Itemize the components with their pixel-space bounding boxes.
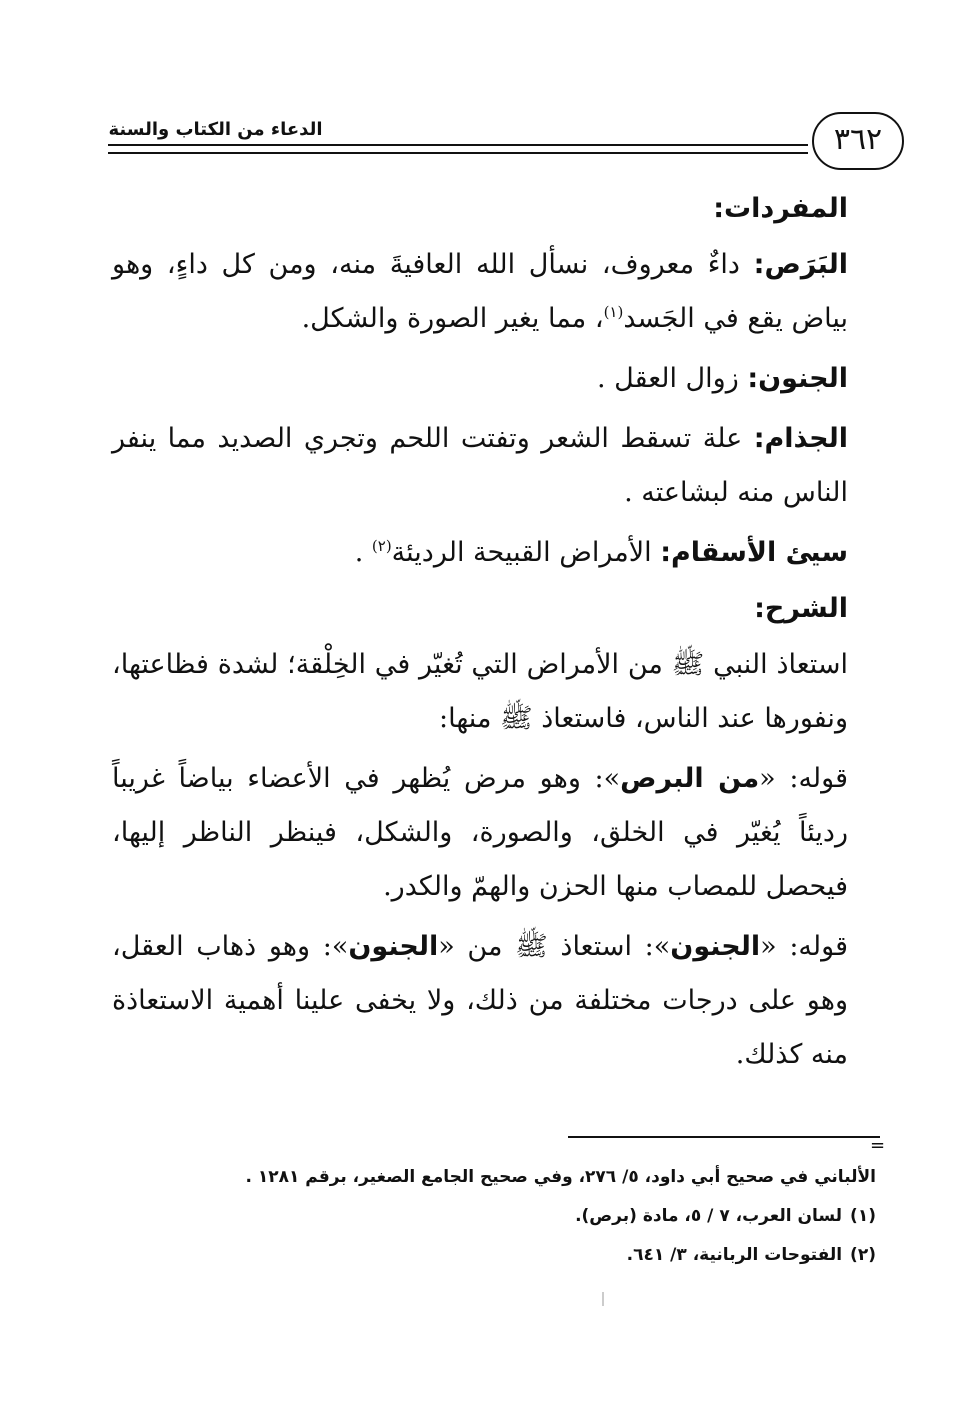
quoted-term: الجنون bbox=[670, 931, 761, 962]
explanation-baras bbox=[112, 752, 848, 914]
vocab-definition: الأمراض القبيحة الرديئة bbox=[391, 537, 661, 568]
footnote-ref: (١) bbox=[603, 303, 624, 321]
explanation-mid: »: استعاذ ﷺ من « bbox=[438, 931, 671, 962]
explanation-heading: الشرح: bbox=[754, 593, 848, 624]
explanation-text: »: وهو مرض يُظهر في الأعضاء بياضاً غريباً رديئاً يُغيّر في الخلق، والصورة، والشكل، فينظر الناظر إليها، فيحصل للمصاب منها الحزن والهمّ والكدر. bbox=[112, 763, 848, 902]
vocab-heading: المفردات: bbox=[713, 193, 848, 224]
footnote-number: (١) bbox=[850, 1206, 876, 1226]
vocab-term: البَرَص: bbox=[753, 249, 848, 280]
quote-lead: قوله: « bbox=[759, 763, 848, 794]
footnote-1 bbox=[150, 1197, 876, 1236]
page-number-badge: ٣٦٢ bbox=[812, 112, 904, 170]
explanation-intro: استعاذ النبي ﷺ من الأمراض التي تُغيّر في الخِلْقة؛ لشدة فظاعتها، ونفورها عند الناس، فاستعاذ ﷺ منها: bbox=[112, 649, 848, 734]
vocab-definition: زوال العقل . bbox=[596, 363, 748, 394]
vocab-definition: داءٌ معروف، نسأل الله العافيةَ منه، ومن كل داءٍ، وهو بياض يقع في الجَسد bbox=[112, 249, 848, 334]
footnote-separator bbox=[568, 1136, 880, 1138]
vocab-entry-asqam bbox=[112, 526, 848, 580]
vocab-term: الجذام: bbox=[753, 423, 848, 454]
vocab-entry-baras bbox=[112, 238, 848, 346]
quoted-term-second: الجنون bbox=[348, 931, 439, 962]
vocab-definition-tail: ، مما يغير الصورة والشكل. bbox=[301, 303, 604, 334]
vocab-definition-tail: . bbox=[354, 537, 372, 568]
quoted-term: من البرص bbox=[620, 763, 760, 794]
vocab-term: الجنون: bbox=[747, 363, 848, 394]
page-header bbox=[108, 112, 904, 184]
footnote-2 bbox=[150, 1236, 876, 1275]
vocab-entry-junun bbox=[112, 352, 848, 406]
running-title: الدعاء من الكتاب والسنة bbox=[108, 119, 323, 140]
vocab-entry-judham bbox=[112, 412, 848, 520]
header-rule-top bbox=[108, 144, 808, 146]
footnote-text: الفتوحات الربانية، ٣/ ٦٤١. bbox=[626, 1245, 843, 1265]
header-rule-bottom bbox=[108, 152, 808, 154]
explanation-text: »: وهو ذهاب العقل، وهو على درجات مختلفة من ذلك، ولا يخفى علينا أهمية الاستعاذة منه كذلك. bbox=[112, 931, 848, 1070]
vocab-definition: علة تسقط الشعر وتفتت اللحم وتجري الصديد مما ينفر الناس منه لبشاعته . bbox=[112, 423, 848, 508]
footnote-text: لسان العرب، ٧ / ٥، مادة (برص). bbox=[575, 1206, 843, 1226]
footnote-continuation-mark: = bbox=[870, 1135, 886, 1156]
vocab-term: سيئ الأسقام: bbox=[660, 537, 848, 568]
explanation-junun bbox=[112, 920, 848, 1082]
footnotes bbox=[150, 1158, 876, 1275]
scan-artifact bbox=[602, 1292, 604, 1306]
footnote-ref: (٢) bbox=[371, 537, 392, 555]
main-text bbox=[112, 186, 848, 1088]
footnote-number: (٢) bbox=[850, 1245, 876, 1265]
footnote-text: الألباني في صحيح أبي داود، ٥/ ٢٧٦، وفي صحيح الجامع الصغير، برقم ١٢٨١ . bbox=[245, 1167, 876, 1187]
quote-lead: قوله: « bbox=[760, 931, 848, 962]
footnote-continued bbox=[150, 1158, 876, 1197]
